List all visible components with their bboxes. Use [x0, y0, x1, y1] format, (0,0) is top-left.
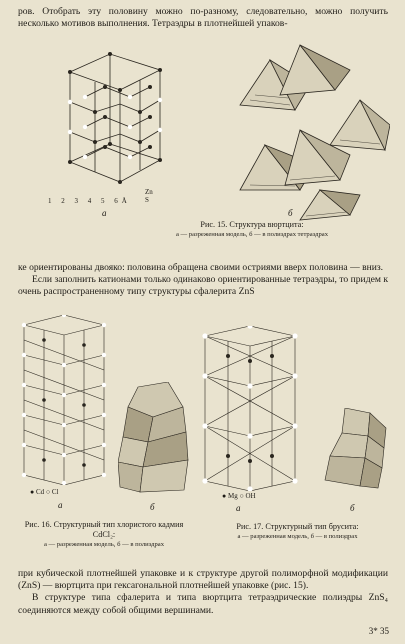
figure-16b — [118, 382, 190, 500]
brucite-model-diagram — [200, 326, 300, 491]
text-mid1: ке ориентированы двояко: половина обращена своими остриями вверх половина — вниз. — [18, 262, 384, 273]
legend-cd: Cd — [35, 488, 45, 496]
figure-15a — [40, 42, 180, 202]
legend-cl: Cl — [51, 488, 59, 496]
paragraph-middle — [18, 262, 388, 299]
legend-oh: OH — [245, 492, 256, 500]
figure-17b — [320, 408, 388, 490]
legend-cd-cl: ● Cd ○ Cl — [30, 488, 59, 496]
legend-zn: Zn — [145, 188, 153, 196]
figure-16a — [14, 315, 114, 485]
text-mid2: Если заполнить катионами только одинаково ориентированные тетраэдры, то придем к очень распространенному типу структуры сфалерита ZnS — [18, 274, 388, 298]
text-bottom1: при кубической плотнейшей упаковке и к структуре другой полиморфной модификации (ZnS) — вюртцита при гексагональной плотнейшей упаковке (рис. 15). — [18, 568, 388, 592]
fig17-caption-title: Рис. 17. Структурный тип брусита: — [236, 522, 359, 531]
fig15-label-a: а — [102, 208, 107, 218]
legend-mg-oh: ● Mg ○ OH — [222, 492, 256, 500]
figure-15b — [200, 40, 390, 225]
text-top: ров. Отобрать эту половину можно по-разному, следовательно, можно получить несколько мотивов выполнения. Тетраэдры в плотнейшей упаков- — [18, 6, 388, 30]
page-number: 3* 35 — [368, 626, 389, 636]
paragraph-top — [18, 6, 388, 30]
fig16-caption-sub: а — разреженная модель, б — в полиэдрах — [43, 541, 164, 548]
paragraph-bottom — [18, 568, 388, 617]
figure-17a — [200, 326, 300, 491]
fig16-caption — [14, 520, 194, 550]
legend-mg: Mg — [227, 492, 238, 500]
scale-bar-label: 1 2 3 4 5 6Å — [48, 197, 131, 205]
cdcl2-model-diagram — [14, 315, 114, 485]
legend-s: S — [145, 196, 149, 204]
fig15-caption-sub: а — разреженная модель, б — в полиэдрах тетраэдрах — [175, 231, 329, 238]
fig16-label-b: б — [150, 502, 155, 512]
fig16-label-a: а — [58, 500, 63, 510]
fig17-label-a: а — [236, 503, 241, 513]
fig17-caption — [205, 522, 390, 542]
wurtzite-polyhedra-diagram — [200, 40, 390, 225]
fig15-caption-title: Рис. 15. Структура вюртцита: — [200, 220, 304, 229]
fig15-caption — [172, 220, 332, 240]
text-bottom2: В структуре типа сфалерита и типа вюртцита тетраэдрические полиэдры ZnS₄ соединяются между собой общими вершинами. — [18, 592, 388, 616]
fig16-caption-title: Рис. 16. Структурный тип хлористого кадмия CdCl₂: — [24, 520, 184, 539]
wurtzite-model-diagram — [40, 42, 180, 202]
fig17-label-b: б — [350, 503, 355, 513]
fig15-label-b: б — [288, 208, 293, 218]
cdcl2-polyhedra-diagram — [118, 382, 190, 500]
fig17-caption-sub: а — разреженная модель, б — в полиэдрах — [237, 533, 358, 540]
brucite-polyhedra-diagram — [320, 408, 388, 490]
